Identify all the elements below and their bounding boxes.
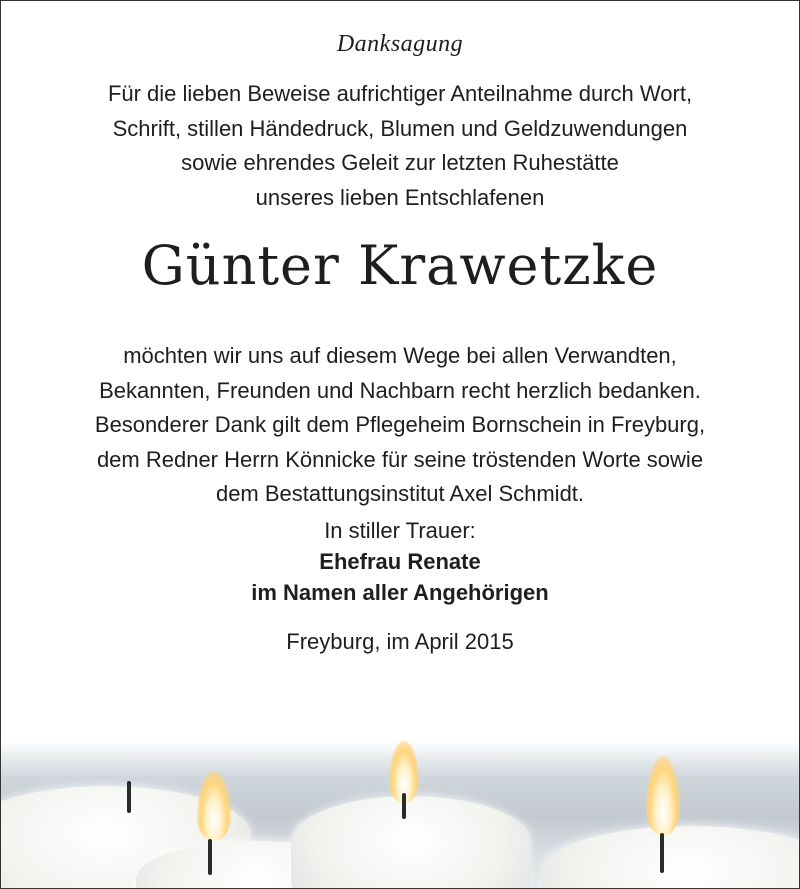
thanks-line: möchten wir uns auf diesem Wege bei allen Verwandten, <box>123 343 677 368</box>
candles-image <box>1 741 799 889</box>
thanks-line: Bekannten, Freunden und Nachbarn recht herzlich bedanken. <box>99 377 701 403</box>
thanks-text <box>1 339 799 512</box>
intro-line: Schrift, stillen Händedruck, Blumen und Geldzuwendungen <box>112 115 688 141</box>
intro-line: Für die lieben Beweise aufrichtiger Anteilnahme durch Wort, <box>107 81 693 106</box>
thanks-line: Besonderer Dank gilt dem Pflegeheim Bornschein in Freyburg, <box>94 412 706 437</box>
intro-text <box>1 77 799 215</box>
grief-label: In stiller Trauer: <box>324 518 476 543</box>
place-date: Freyburg, im April 2015 <box>286 629 514 654</box>
signature-block <box>1 515 799 608</box>
signatory-name: Ehefrau Renate <box>319 549 481 574</box>
candle-icon <box>291 796 531 889</box>
notice-heading: Danksagung <box>336 31 464 57</box>
signatory-family: im Namen aller Angehörigen <box>251 580 549 605</box>
deceased-name: Günter Krawetzke <box>141 234 659 297</box>
intro-line: unseres lieben Entschlafenen <box>255 184 545 210</box>
thanks-line: dem Bestattungsinstitut Axel Schmidt. <box>215 481 585 506</box>
thanks-line: dem Redner Herrn Könnicke für seine tröstenden Worte sowie <box>96 446 704 472</box>
intro-line: sowie ehrendes Geleit zur letzten Ruhestätte <box>181 150 619 175</box>
